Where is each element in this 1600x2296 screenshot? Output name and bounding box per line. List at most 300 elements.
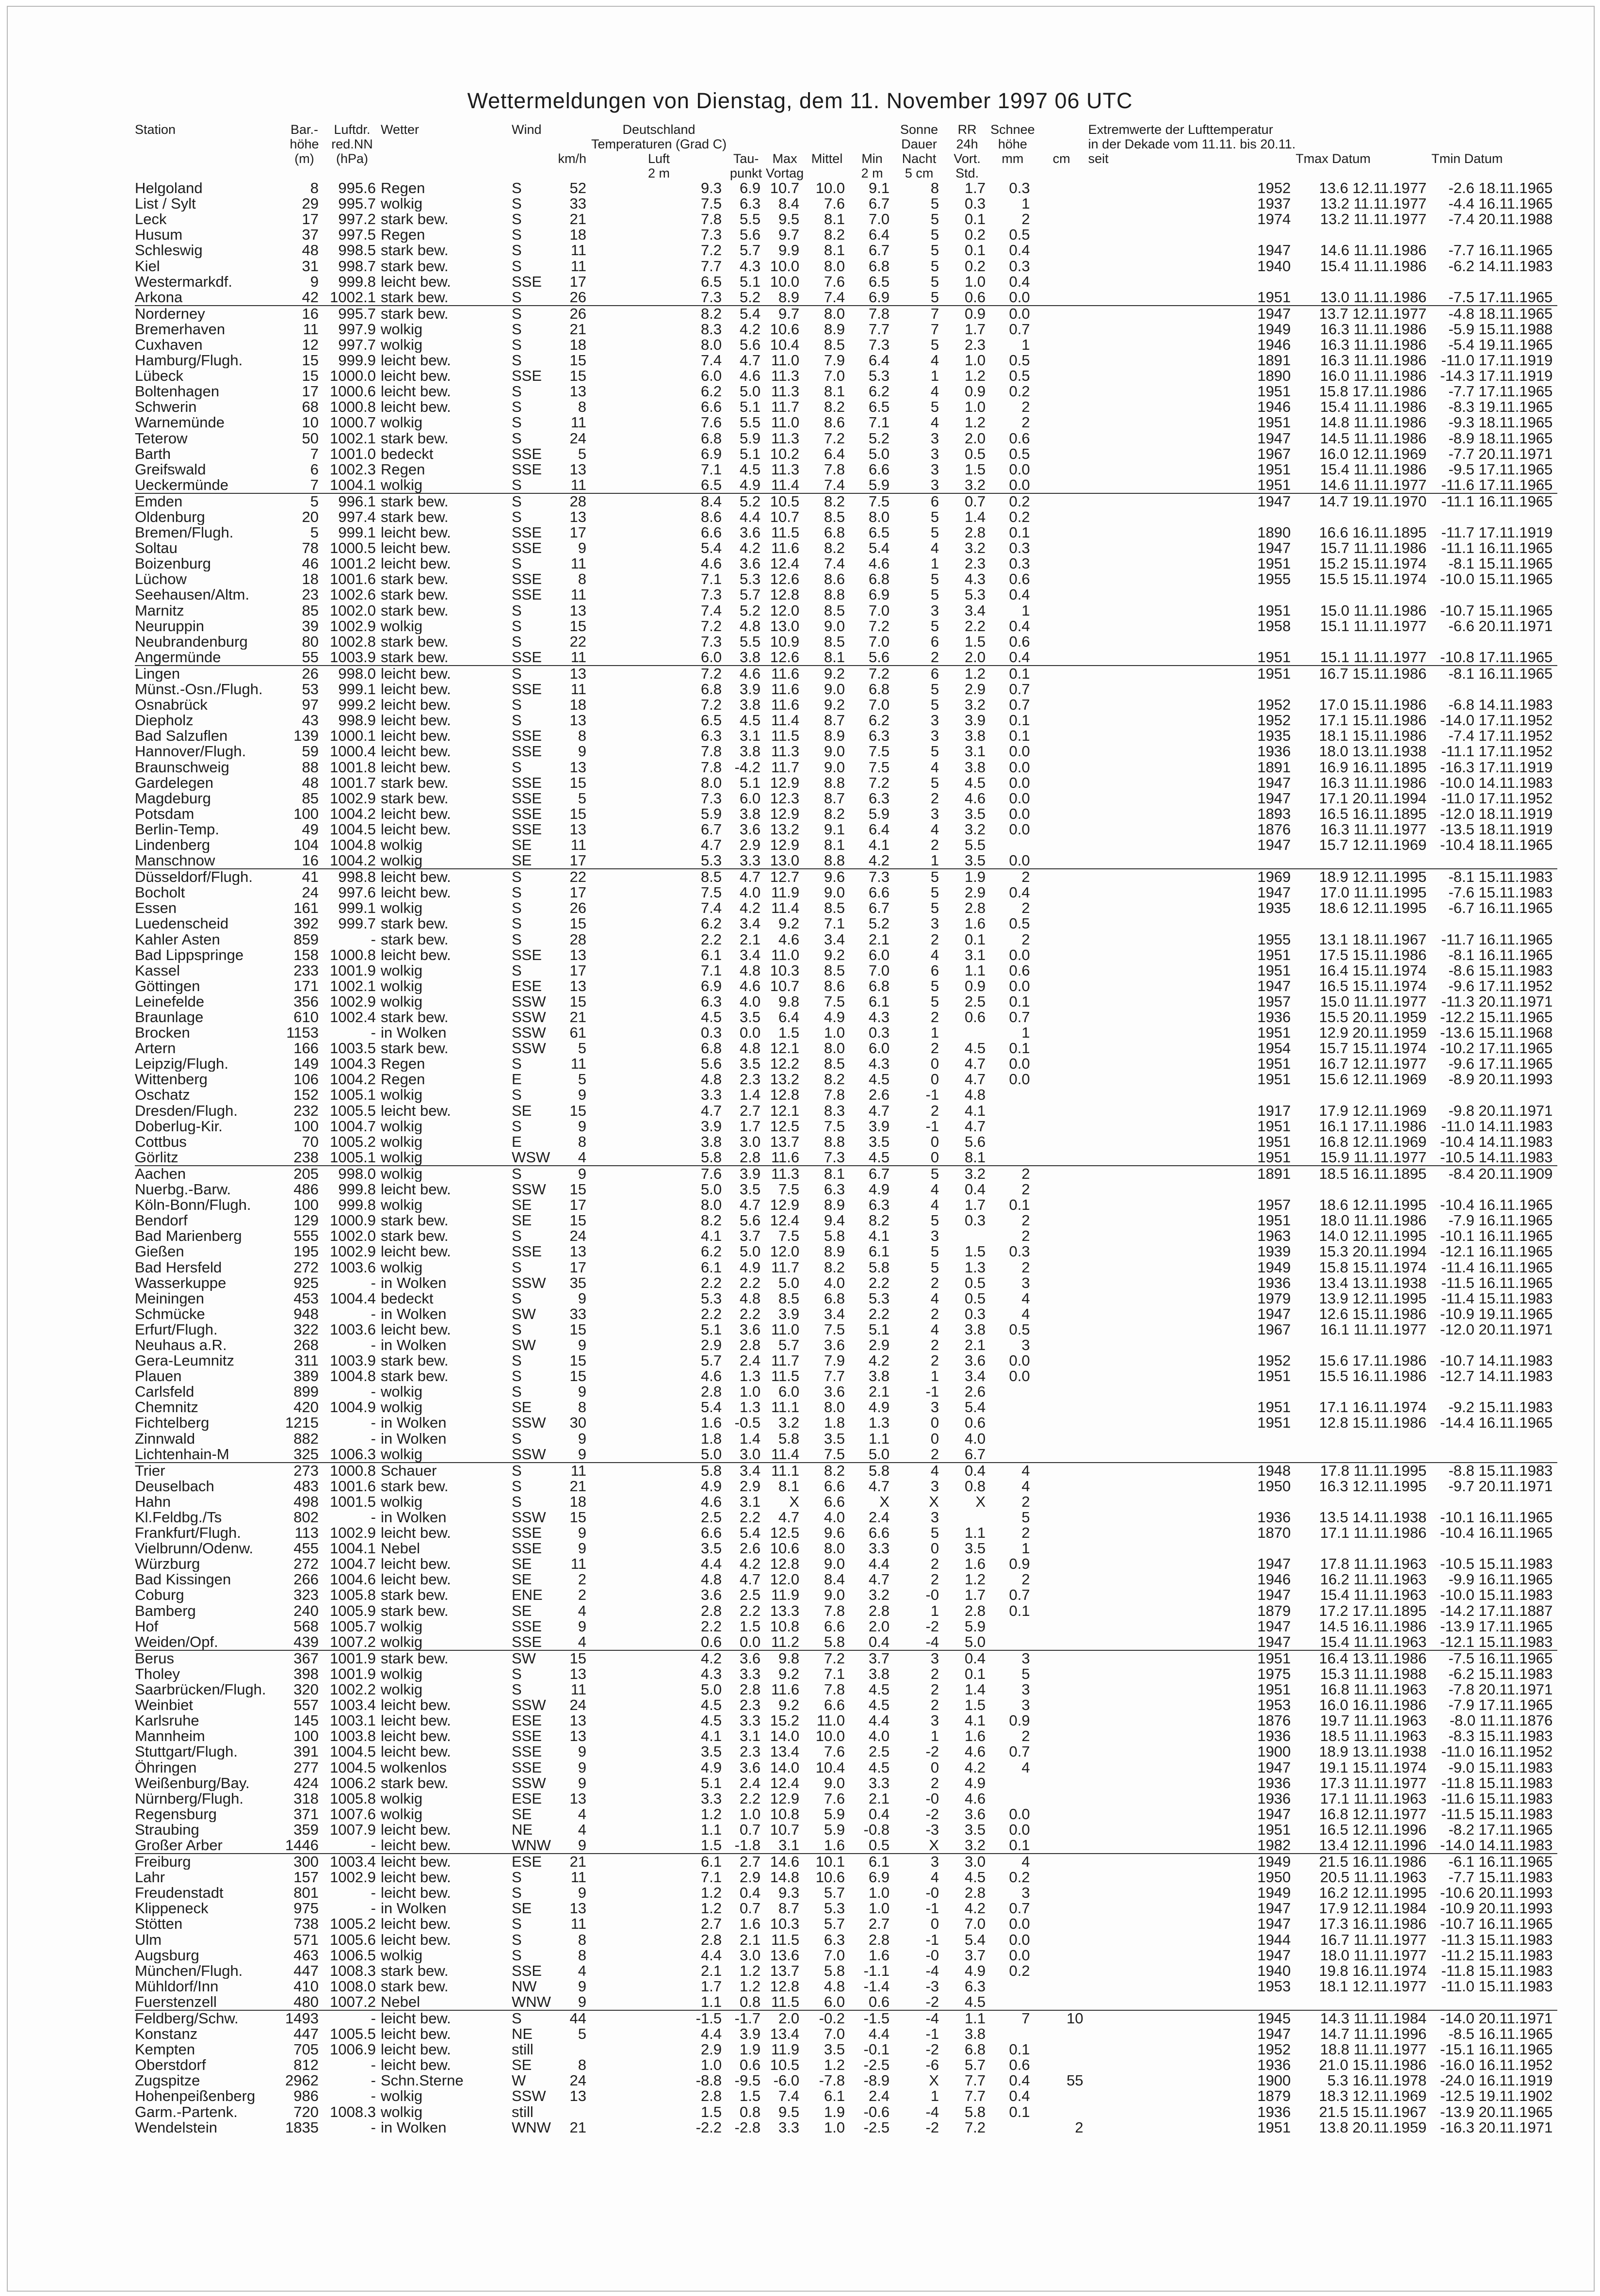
table-cell: 9.5 xyxy=(778,2104,800,2120)
table-cell: 5.6 xyxy=(868,649,890,666)
table-cell: 7.3 xyxy=(850,869,894,885)
station-row xyxy=(135,571,1557,587)
table-cell: -11.3 20.11.1971 xyxy=(1441,993,1553,1010)
station-row xyxy=(135,306,1557,322)
table-cell: 9 xyxy=(578,1087,586,1103)
table-cell: S xyxy=(511,180,522,196)
table-cell xyxy=(1035,1697,1088,1713)
table-cell: 2 xyxy=(930,1306,939,1322)
table-cell: stark bew. xyxy=(381,306,512,322)
table-cell: 1001.8 xyxy=(330,759,376,775)
table-cell: -10.4 14.11.1983 xyxy=(1440,1134,1553,1150)
table-cell: -10.8 17.11.1965 xyxy=(1440,649,1553,666)
table-cell: in Wolken xyxy=(380,2119,447,2135)
table-cell: 9 xyxy=(578,540,586,556)
table-cell xyxy=(1035,368,1088,384)
table-cell: 1939 xyxy=(1257,1244,1291,1260)
table-cell: 4.8 xyxy=(739,962,761,978)
table-cell: -11.6 15.11.1983 xyxy=(1441,1791,1553,1807)
table-cell: 21 xyxy=(569,1478,586,1494)
table-cell: 1004.5 xyxy=(330,821,376,837)
table-cell: 16.3 12.11.1995 xyxy=(1319,1478,1427,1494)
table-cell: 1 xyxy=(930,1368,939,1384)
header-cell: Max xyxy=(772,151,797,166)
table-cell: S xyxy=(511,321,522,337)
table-cell: 1951 xyxy=(1257,1368,1291,1384)
table-cell: -13.9 17.11.1965 xyxy=(1440,1618,1553,1634)
table-cell: 0.5 xyxy=(1009,368,1030,384)
table-cell: 1005.5 xyxy=(330,1103,376,1119)
table-cell: 11 xyxy=(570,649,586,666)
table-cell: 1944 xyxy=(1257,1932,1291,1948)
table-cell xyxy=(1035,1306,1088,1322)
table-cell xyxy=(1035,571,1088,587)
station-name: Berus xyxy=(135,1650,285,1666)
table-cell: 7.9 xyxy=(824,1353,845,1369)
table-cell: 0.4 xyxy=(1009,243,1030,259)
station-row xyxy=(135,1228,1557,1244)
table-cell: 6.6 xyxy=(700,399,722,415)
table-cell xyxy=(1035,713,1088,728)
table-cell: 4.9 xyxy=(964,1963,986,1979)
table-cell xyxy=(1431,274,1557,290)
table-cell: 15.8 15.11.1974 xyxy=(1319,1259,1427,1275)
table-cell: 1003.8 xyxy=(330,1728,376,1744)
table-cell: 24 xyxy=(569,1228,586,1244)
table-cell: -2 xyxy=(925,1994,939,2010)
table-cell: 1.4 xyxy=(739,1087,761,1103)
table-cell xyxy=(1035,1791,1088,1807)
table-cell: 10.6 xyxy=(815,1870,845,1886)
table-cell: 8.1 xyxy=(804,1166,850,1182)
table-cell: 5.4 xyxy=(868,540,890,556)
table-cell: 7.2 xyxy=(591,666,727,682)
table-cell: 2.4 xyxy=(739,1775,761,1791)
table-cell xyxy=(1035,1728,1088,1744)
table-cell: SE xyxy=(511,1213,532,1229)
table-cell: 325 xyxy=(293,1446,319,1463)
table-cell xyxy=(1431,1087,1557,1103)
table-cell: -4 xyxy=(925,2104,939,2120)
table-cell: 46 xyxy=(302,556,319,572)
table-cell: 15 xyxy=(569,1321,586,1337)
station-name: Warnemünde xyxy=(135,415,225,431)
table-cell: 1.6 xyxy=(964,916,986,932)
station-name: Münst.-Osn./Flugh. xyxy=(135,682,263,698)
table-cell: 3 xyxy=(930,602,939,619)
table-cell: 1890 xyxy=(1257,525,1291,541)
table-cell: 1936 xyxy=(1257,1009,1291,1026)
table-cell: 12.0 xyxy=(770,1572,800,1588)
table-cell: 6 xyxy=(894,666,944,682)
table-cell xyxy=(1035,196,1088,212)
table-cell: 11.9 xyxy=(771,2042,800,2058)
table-cell: 1935 xyxy=(1257,728,1291,744)
table-cell: 4.5 xyxy=(868,1149,890,1166)
table-cell: 1949 xyxy=(1088,1854,1296,1870)
table-cell: 113 xyxy=(294,1525,319,1541)
station-row xyxy=(135,1979,1557,1994)
table-cell: 0.1 xyxy=(964,931,986,947)
table-cell: 13 xyxy=(569,1728,586,1744)
table-cell: 4.1 xyxy=(868,837,890,853)
station-name: Leipzig/Flugh. xyxy=(135,1056,229,1072)
table-cell: NE xyxy=(511,2026,533,2042)
table-cell: 13 xyxy=(569,713,586,729)
table-cell: Schauer xyxy=(381,1463,512,1479)
table-cell: 2.9 xyxy=(700,2042,722,2058)
table-cell: 3.5 xyxy=(739,1009,761,1026)
table-cell: 17 xyxy=(569,962,586,978)
table-cell: 447 xyxy=(293,2026,319,2042)
table-cell: 9.7 xyxy=(765,306,804,322)
table-cell: 1004.8 xyxy=(330,1368,376,1384)
table-cell: stark bew. xyxy=(380,1353,449,1369)
station-name: Leck xyxy=(135,212,167,228)
table-cell: X xyxy=(789,1494,800,1510)
table-cell: 43 xyxy=(302,713,319,729)
table-cell: -7.8 20.11.1971 xyxy=(1448,1682,1553,1698)
table-cell: 7.5 xyxy=(778,1228,800,1244)
table-cell xyxy=(1431,1337,1557,1353)
header-cell xyxy=(556,166,591,180)
station-name: Gera-Leumnitz xyxy=(135,1353,235,1369)
table-cell: 14.8 11.11.1986 xyxy=(1320,415,1427,431)
table-cell: 899 xyxy=(293,1384,319,1400)
table-cell: 1947 xyxy=(1257,775,1291,791)
table-cell: 9.0 xyxy=(824,618,845,634)
table-cell: 555 xyxy=(293,1228,319,1244)
table-cell: 1002.8 xyxy=(330,634,376,650)
table-cell: 4.8 xyxy=(700,1572,722,1588)
table-cell: 3.6 xyxy=(964,1806,986,1822)
station-row xyxy=(135,337,1557,353)
station-row xyxy=(135,1119,1557,1134)
table-cell xyxy=(1035,258,1088,274)
table-cell: SSE xyxy=(511,806,542,822)
station-name: Bad Lippspringe xyxy=(135,947,244,963)
table-cell: 0.3 xyxy=(964,1213,986,1229)
table-cell: 0.0 xyxy=(990,306,1035,322)
table-cell: -10.0 15.11.1965 xyxy=(1440,571,1553,587)
table-cell: 3.5 xyxy=(739,1056,761,1072)
table-cell: -11.1 17.11.1952 xyxy=(1441,744,1553,760)
table-cell xyxy=(1431,1182,1557,1197)
table-cell: 21 xyxy=(569,321,586,337)
table-cell: -0.5 xyxy=(734,1415,761,1431)
table-cell: 4.0 xyxy=(868,1728,890,1744)
table-cell: 11 xyxy=(570,1556,586,1572)
table-cell: SE xyxy=(511,1572,532,1588)
header-cell: Luft xyxy=(648,151,670,166)
table-cell: 11.6 xyxy=(771,1682,800,1698)
table-cell: 11.7 xyxy=(771,1353,800,1369)
table-cell: 5.4 xyxy=(700,1400,722,1416)
table-cell xyxy=(1035,1415,1088,1431)
station-name: Artern xyxy=(135,1041,176,1057)
table-cell: S xyxy=(511,556,522,572)
table-cell: 2.0 xyxy=(964,649,986,666)
table-cell: 997.6 xyxy=(338,885,376,901)
table-cell xyxy=(1035,243,1088,258)
table-cell xyxy=(1035,1041,1088,1056)
table-cell: - xyxy=(371,2057,376,2073)
station-row xyxy=(135,634,1557,650)
table-cell xyxy=(1035,525,1088,540)
table-cell: 7.0 xyxy=(868,602,890,619)
table-cell: 1000.9 xyxy=(330,1213,376,1229)
table-cell: 5.6 xyxy=(739,227,761,243)
header-cell: in der Dekade vom 11.11. bis 20.11. xyxy=(1088,137,1296,151)
table-cell: 6.8 xyxy=(700,430,722,446)
table-cell xyxy=(1035,446,1088,462)
station-name: Bendorf xyxy=(135,1213,188,1229)
table-cell: 999.7 xyxy=(338,916,376,932)
table-cell: 1 xyxy=(1021,1025,1030,1041)
table-cell: 4.0 xyxy=(739,885,761,901)
table-cell: 17 xyxy=(569,1197,586,1213)
table-cell xyxy=(1088,587,1296,602)
table-cell: in Wolken xyxy=(380,1337,447,1353)
table-cell: 15.4 11.11.1986 xyxy=(1320,399,1427,415)
table-cell: -11.0 15.11.1983 xyxy=(1441,1978,1553,1994)
table-cell: 1005.1 xyxy=(330,1087,376,1103)
station-row xyxy=(135,415,1557,430)
table-cell: 16.7 12.11.1977 xyxy=(1319,1056,1427,1072)
table-cell: SE xyxy=(511,1197,532,1213)
table-cell: 3.1 xyxy=(739,1728,761,1744)
table-cell: 6.4 xyxy=(778,1009,800,1026)
table-cell: 13.5 14.11.1938 xyxy=(1319,1509,1427,1526)
table-cell: 0.4 xyxy=(1009,587,1030,603)
table-cell: 1951 xyxy=(1257,1682,1291,1698)
header-cell: Tmax Datum xyxy=(1295,151,1371,166)
table-cell: 3.2 xyxy=(944,1166,990,1182)
table-cell: 300 xyxy=(285,1854,323,1870)
station-name: Meiningen xyxy=(135,1290,205,1306)
table-cell: 4.9 xyxy=(824,1009,845,1026)
table-cell: 0.2 xyxy=(964,227,986,243)
station-name: Marnitz xyxy=(135,602,184,619)
table-cell: SSE xyxy=(511,1244,542,1260)
table-cell: 3.9 xyxy=(739,682,761,698)
table-cell: 4.6 xyxy=(700,1368,722,1384)
table-cell: 1.5 xyxy=(700,1837,722,1854)
table-cell: leicht bew. xyxy=(380,1916,451,1932)
table-cell: 15.0 11.11.1977 xyxy=(1320,993,1427,1010)
table-cell: -8.6 15.11.1983 xyxy=(1448,962,1553,978)
table-cell: 7.4 xyxy=(824,556,845,572)
table-cell: SSW xyxy=(511,1697,546,1713)
table-cell: SSW xyxy=(511,1009,546,1026)
table-cell: 7.7 xyxy=(824,1368,845,1384)
table-cell: 5.4 xyxy=(964,1932,986,1948)
table-cell: 16.0 11.11.1986 xyxy=(1320,368,1427,384)
table-cell: 1947 xyxy=(1257,2026,1291,2042)
station-row xyxy=(135,1822,1557,1838)
table-cell: 6.8 xyxy=(964,2042,986,2058)
table-cell xyxy=(1431,682,1557,697)
table-cell: 1947 xyxy=(1257,1587,1291,1603)
table-cell: 0.1 xyxy=(1009,525,1030,541)
table-cell: 4.0 xyxy=(824,1275,845,1291)
table-cell: 9 xyxy=(578,1775,586,1791)
table-cell: 7.0 xyxy=(964,1916,986,1932)
header-cell xyxy=(850,137,894,151)
table-cell: 2.8 xyxy=(700,1932,722,1948)
table-cell: 97 xyxy=(302,697,319,713)
table-cell: 4.7 xyxy=(868,1478,890,1494)
table-cell: 0.7 xyxy=(739,1901,761,1917)
table-cell: 6.9 xyxy=(868,1870,890,1886)
table-cell: leicht bew. xyxy=(380,885,451,901)
table-cell: stark bew. xyxy=(380,212,449,228)
table-cell xyxy=(1035,1103,1088,1119)
table-cell: 9 xyxy=(310,274,319,290)
table-cell: 0.1 xyxy=(1009,728,1030,744)
table-cell: 1 xyxy=(1021,337,1030,353)
table-cell: 1954 xyxy=(1257,1041,1291,1057)
header-cell: höhe xyxy=(998,137,1027,151)
station-row xyxy=(135,1479,1557,1494)
table-cell: 2.8 xyxy=(868,1932,890,1948)
table-cell: S xyxy=(511,885,522,901)
table-cell: -8.5 16.11.1965 xyxy=(1448,2026,1553,2042)
table-cell: 3.1 xyxy=(964,947,986,963)
table-cell: 1.6 xyxy=(824,1837,845,1854)
table-cell: 6.1 xyxy=(868,1244,890,1260)
table-cell: 9 xyxy=(578,1744,586,1760)
table-cell: 4.2 xyxy=(739,900,761,916)
table-cell: -14.4 16.11.1965 xyxy=(1440,1415,1553,1431)
table-cell: 13 xyxy=(569,1244,586,1260)
table-cell: 13.4 12.11.1996 xyxy=(1319,1837,1427,1854)
table-cell: 0.7 xyxy=(1009,321,1030,337)
table-cell: 157 xyxy=(293,1870,319,1886)
table-cell: stark bew. xyxy=(380,1041,449,1057)
header-cell: höhe xyxy=(290,137,319,151)
table-cell: 1004.7 xyxy=(330,1118,376,1134)
table-cell: 28 xyxy=(569,931,586,947)
table-cell: 3.1 xyxy=(739,728,761,744)
table-cell: 7.2 xyxy=(964,2119,986,2135)
table-cell: 2 xyxy=(930,1775,939,1791)
table-cell: 3.6 xyxy=(739,821,761,837)
table-cell: 4 xyxy=(578,1149,586,1166)
table-cell: 4.8 xyxy=(739,1290,761,1306)
table-cell: leicht bew. xyxy=(381,869,512,885)
table-cell: -6.7 16.11.1965 xyxy=(1448,900,1553,916)
table-cell xyxy=(1035,1666,1088,1682)
table-cell xyxy=(1035,274,1088,290)
table-cell: 8.9 xyxy=(824,321,845,337)
table-cell: 7.0 xyxy=(868,962,890,978)
table-cell: 100 xyxy=(293,1118,319,1134)
station-name: Düsseldorf/Flugh. xyxy=(135,869,285,885)
table-cell: -11.0 17.11.1919 xyxy=(1441,353,1553,369)
table-cell: 3.2 xyxy=(778,1415,800,1431)
table-cell: 7.5 xyxy=(868,744,890,760)
table-cell: 145 xyxy=(293,1713,319,1729)
header-cell: Schnee xyxy=(990,122,1035,137)
table-cell: 1007.6 xyxy=(330,1806,376,1822)
table-cell: 11 xyxy=(570,243,586,259)
station-name: Seehausen/Altm. xyxy=(135,587,250,603)
table-cell: 486 xyxy=(293,1182,319,1198)
table-cell: 2.4 xyxy=(739,1353,761,1369)
station-row xyxy=(135,603,1557,619)
table-cell: 21 xyxy=(569,212,586,228)
table-cell xyxy=(1035,587,1088,602)
table-cell: 0.3 xyxy=(1009,1244,1030,1260)
table-cell: 1.4 xyxy=(739,1431,761,1447)
table-cell: 1948 xyxy=(1088,1463,1296,1479)
station-name: Konstanz xyxy=(135,2026,198,2042)
table-cell: - xyxy=(371,1384,376,1400)
table-cell: 1.0 xyxy=(964,399,986,415)
table-cell: 5.6 xyxy=(700,1056,722,1072)
table-cell: 8.0 xyxy=(868,509,890,525)
table-cell: 3.3 xyxy=(868,1541,890,1557)
table-cell: -6.0 xyxy=(773,2073,800,2089)
table-cell: 1917 xyxy=(1257,1103,1291,1119)
table-cell: 7 xyxy=(894,306,944,322)
table-cell: 812 xyxy=(293,2057,319,2073)
table-cell: 4 xyxy=(930,384,939,400)
table-cell: wolkig xyxy=(380,1149,423,1166)
table-cell: wolkig xyxy=(380,1400,423,1416)
table-cell: SSE xyxy=(511,368,542,384)
table-cell: 13.2 xyxy=(770,821,800,837)
table-cell: 5.7 xyxy=(964,2057,986,2073)
station-row xyxy=(135,1619,1557,1634)
table-cell: 0.0 xyxy=(1009,1072,1030,1088)
table-cell: 3.5 xyxy=(700,1744,722,1760)
header-cell: punkt xyxy=(730,166,762,180)
station-name: Klippeneck xyxy=(135,1901,209,1917)
table-cell: leicht bew. xyxy=(380,806,451,822)
table-cell xyxy=(1035,1197,1088,1213)
table-cell: 5 xyxy=(930,525,939,541)
table-cell: 5 xyxy=(578,790,586,806)
table-cell: 3.5 xyxy=(700,1541,722,1557)
table-cell: 4.2 xyxy=(739,540,761,556)
table-cell: 7.2 xyxy=(804,1650,850,1666)
table-cell: 4.2 xyxy=(868,853,890,869)
table-cell: 1005.5 xyxy=(330,2026,376,2042)
table-cell: 22 xyxy=(556,869,591,885)
table-cell: 18.1 15.11.1986 xyxy=(1319,728,1427,744)
table-cell: wolkig xyxy=(380,337,423,353)
table-cell: 1007.2 xyxy=(330,1994,376,2010)
table-cell: 1.1 xyxy=(700,1822,722,1838)
table-cell: 3.7 xyxy=(964,1947,986,1963)
table-cell: 17.3 16.11.1986 xyxy=(1319,1916,1427,1932)
table-cell: 424 xyxy=(293,1775,319,1791)
table-cell: 9.8 xyxy=(765,1650,804,1666)
table-cell: 1947 xyxy=(1088,493,1296,509)
table-cell: 11.4 xyxy=(771,477,800,493)
table-cell: 1006.3 xyxy=(330,1446,376,1463)
table-cell: 10 xyxy=(1035,2010,1088,2026)
table-cell: 5.1 xyxy=(739,446,761,462)
table-cell: 8.2 xyxy=(868,1213,890,1229)
table-cell: SSE xyxy=(511,1744,542,1760)
table-cell: -11.1 16.11.1965 xyxy=(1441,540,1553,556)
table-cell: 16.6 16.11.1895 xyxy=(1319,525,1427,541)
table-cell: 1952 xyxy=(1257,1353,1291,1369)
table-cell: wolkig xyxy=(380,1791,423,1807)
